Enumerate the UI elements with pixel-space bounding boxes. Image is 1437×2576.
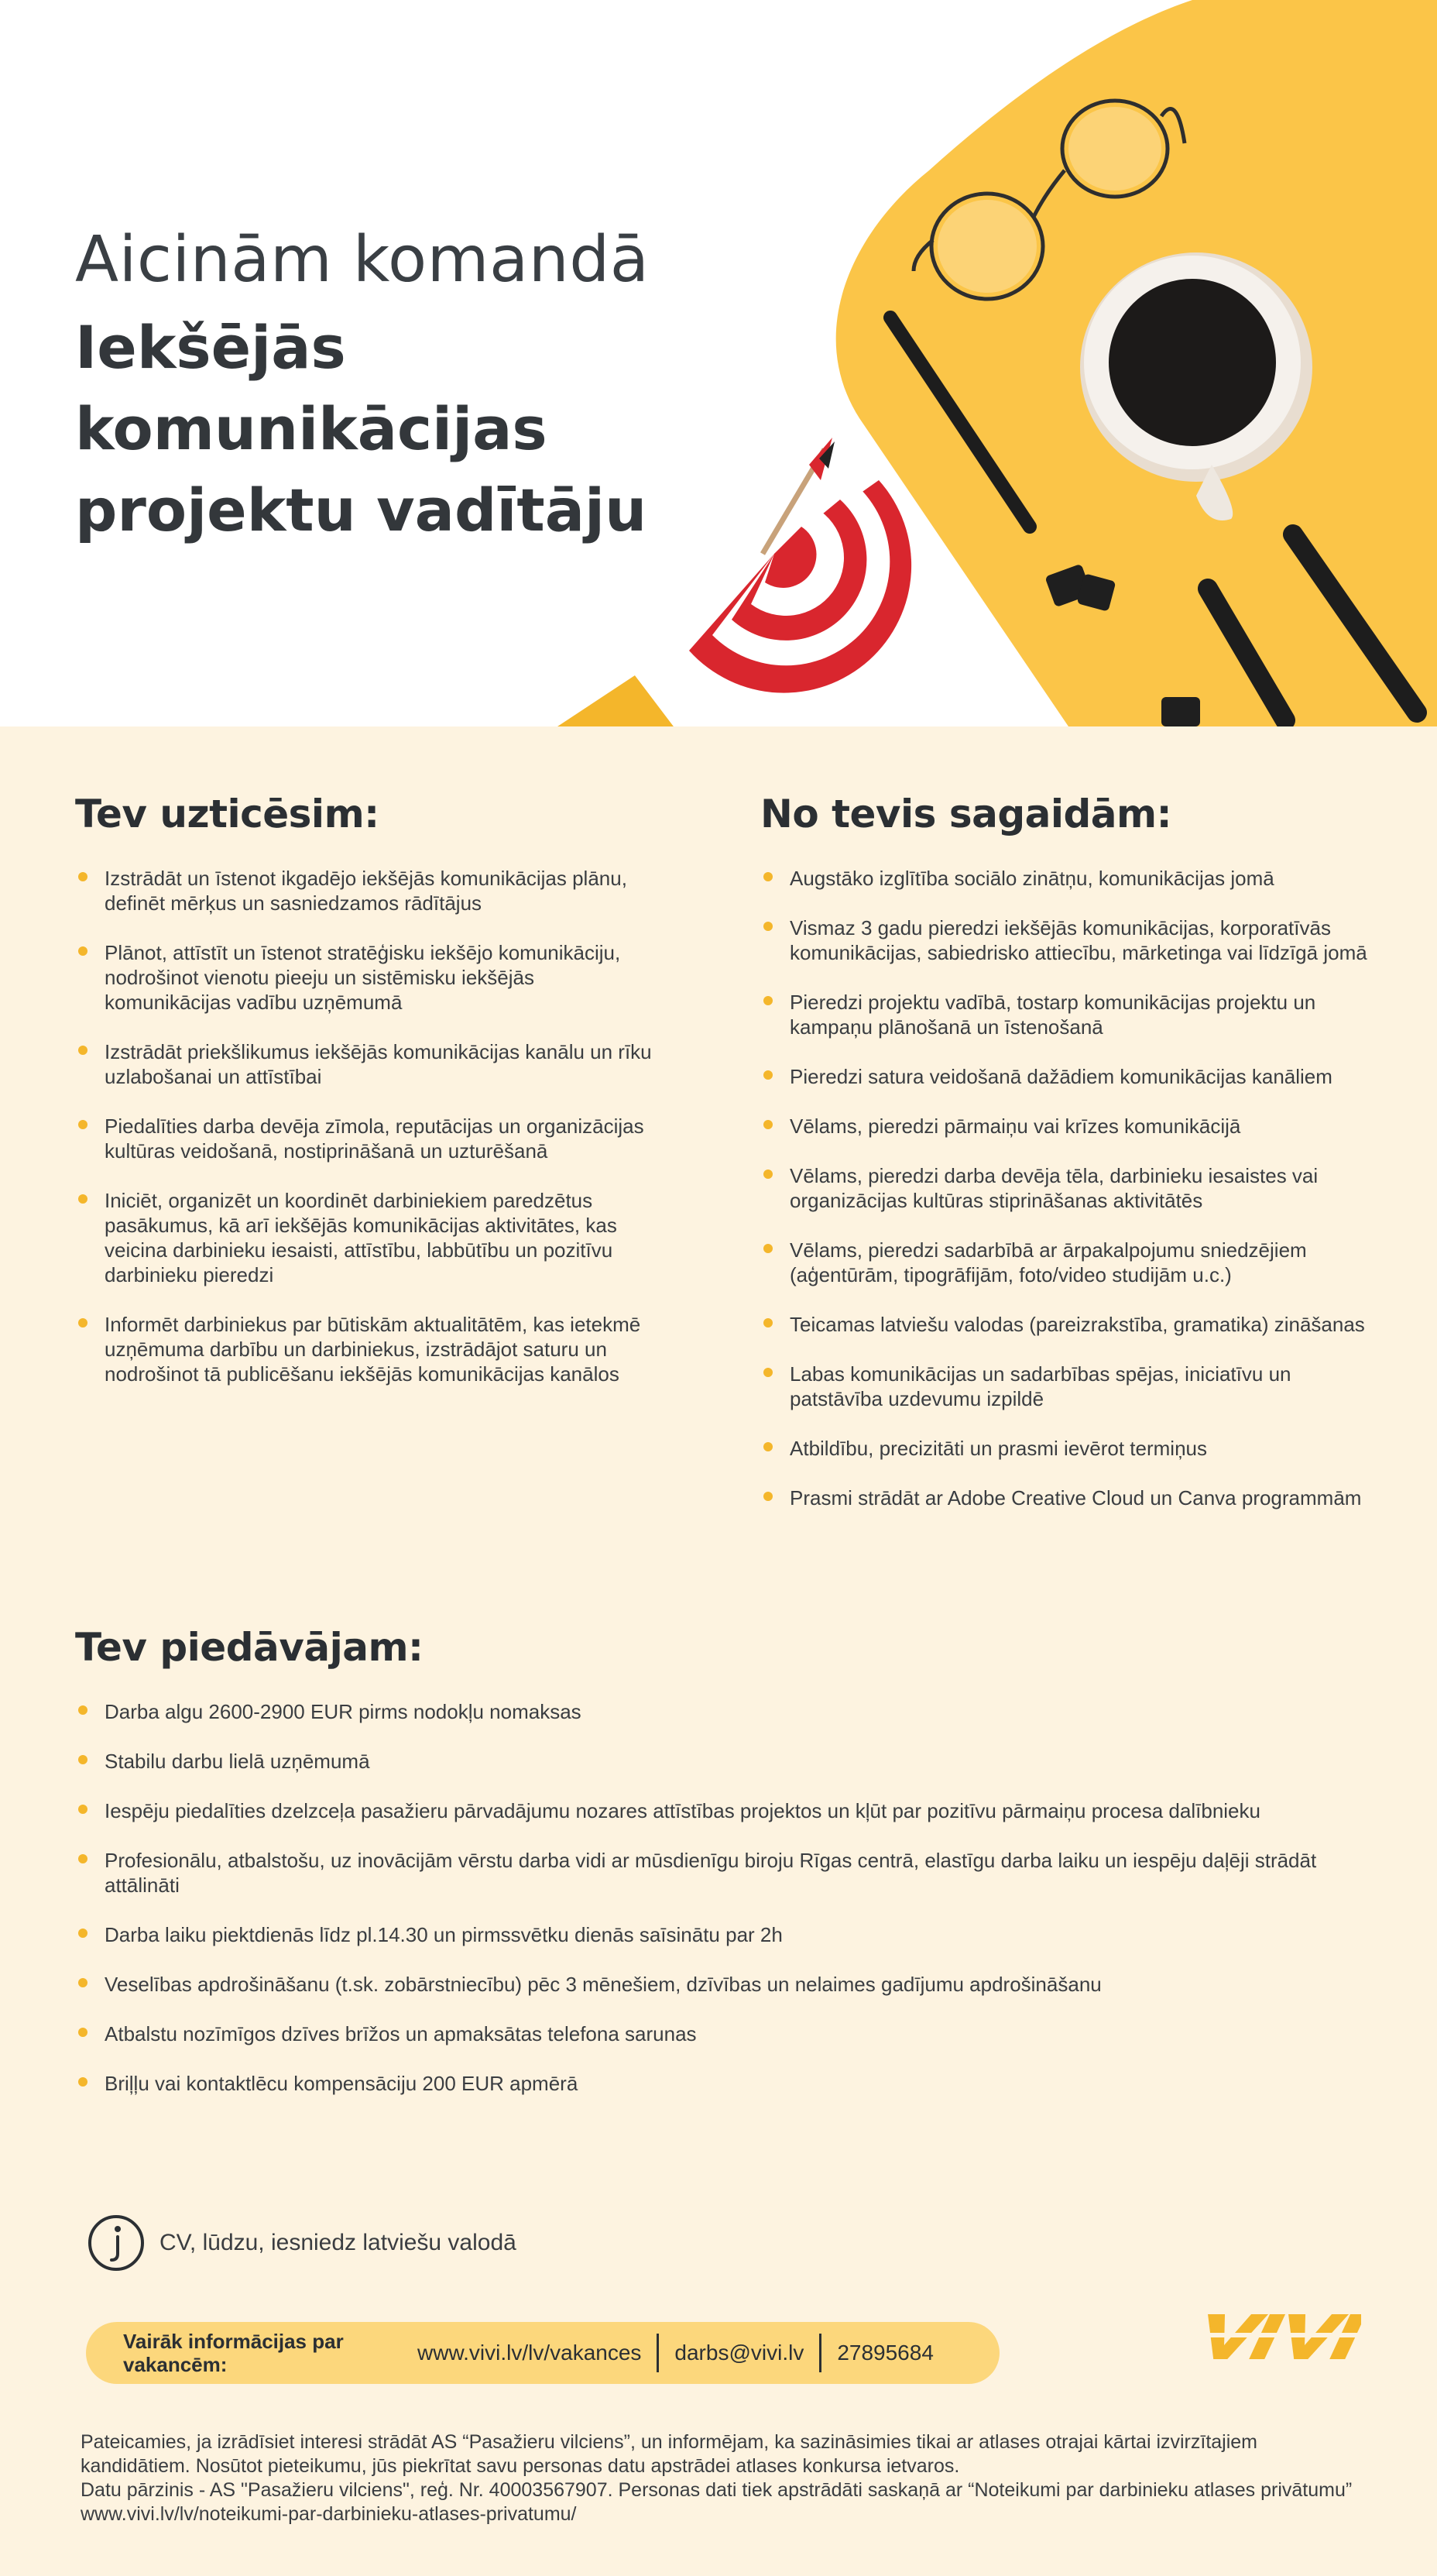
list-item: Veselības apdrošināšanu (t.sk. zobārstniecību) pēc 3 mēnešiem, dzīvības un nelaimes gadījumu apdrošināšanu: [75, 1972, 1391, 1997]
bullet-icon: [78, 1978, 87, 1987]
bullet-icon: [78, 872, 87, 881]
contact-info-bar: [86, 2322, 1000, 2384]
list-item: Atbalstu nozīmīgos dzīves brīžos un apmaksātas telefona sarunas: [75, 2021, 1391, 2046]
list-item: Augstāko izglītība sociālo zinātņu, komunikācijas jomā: [760, 866, 1372, 891]
list-item: Iniciēt, organizēt un koordinēt darbiniekiem paredzētus pasākumus, kā arī iekšējās komunikācijas aktivitātes, kas veicina darbinieku iesaisti, attīstību, labbūtību un pozitīvu darbinieku pieredzi: [75, 1188, 664, 1287]
responsibilities-section: [75, 792, 664, 1411]
bullet-icon: [78, 946, 87, 956]
responsibilities-list: [75, 866, 664, 1386]
list-item: Plānot, attīstīt un īstenot stratēģisku iekšējo komunikāciju, nodrošinot vienotu pieeju un sistēmisku iekšējās komunikācijas vadību uzņēmumā: [75, 940, 664, 1015]
bullet-icon: [78, 2077, 87, 2087]
bullet-icon: [78, 1854, 87, 1863]
list-item: Briļļu vai kontaktlēcu kompensāciju 200 EUR apmērā: [75, 2071, 1391, 2096]
vacancies-link[interactable]: www.vivi.lv/lv/vakances: [417, 2341, 642, 2365]
bullet-icon: [78, 1929, 87, 1938]
requirements-section: [760, 792, 1372, 1535]
bullet-icon: [78, 1046, 87, 1055]
bullet-icon: [763, 1368, 773, 1377]
list-item: Darba algu 2600-2900 EUR pirms nodokļu nomaksas: [75, 1699, 1391, 1724]
bullet-icon: [78, 1318, 87, 1327]
bullet-icon: [763, 1318, 773, 1327]
vivi-logo: [1186, 2310, 1361, 2364]
note-text: CV, lūdzu, iesniedz latviešu valodā: [159, 2230, 516, 2255]
job-title-line: projektu vadītāju: [75, 475, 647, 544]
bullet-icon: [78, 1755, 87, 1764]
benefits-list: [75, 1699, 1391, 2096]
list-item: Izstrādāt un īstenot ikgadējo iekšējās komunikācijas plānu, definēt mērķus un sasniedzamos rādītājus: [75, 866, 664, 915]
list-item: Vēlams, pieredzi pārmaiņu vai krīzes komunikācijā: [760, 1114, 1372, 1139]
bullet-icon: [763, 1170, 773, 1179]
bullet-icon: [78, 1805, 87, 1814]
bullet-icon: [78, 1194, 87, 1204]
list-item: Piedalīties darba devēja zīmola, reputācijas un organizācijas kultūras veidošanā, nostiprināšanā un uzturēšanā: [75, 1114, 664, 1163]
benefits-section: [75, 1625, 1391, 2121]
list-item: Labas komunikācijas un sadarbības spējas, iniciatīvu un patstāvība uzdevumu izpildē: [760, 1362, 1372, 1411]
list-item: Pieredzi satura veidošanā dažādiem komunikācijas kanāliem: [760, 1064, 1372, 1089]
list-item: Darba laiku piektdienās līdz pl.14.30 un pirmssvētku dienās saīsinātu par 2h: [75, 1922, 1391, 1947]
list-item: Atbildību, precizitāti un prasmi ievērot termiņus: [760, 1436, 1372, 1461]
job-title-line: komunikācijas: [75, 393, 547, 463]
list-item: Informēt darbiniekus par būtiskām aktualitātēm, kas ietekmē uzņēmuma darbību un darbiniekus, izstrādājot saturu un nodrošinot tā publicēšanu iekšējās komunikācijas kanālos: [75, 1312, 664, 1386]
bullet-icon: [78, 1705, 87, 1715]
contact-label: Vairāk informācijas par vakancēm:: [123, 2330, 344, 2376]
job-title: [75, 307, 772, 551]
list-item: Iespēju piedalīties dzelzceļa pasažieru pārvadājumu nozares attīstības projektos un kļūt par pozitīvu pārmaiņu procesa dalībnieku: [75, 1798, 1391, 1823]
list-item: Stabilu darbu lielā uzņēmumā: [75, 1749, 1391, 1774]
bullet-icon: [78, 1120, 87, 1129]
section-heading: No tevis sagaidām:: [760, 792, 1172, 836]
list-item: Prasmi strādāt ar Adobe Creative Cloud un Canva programmām: [760, 1485, 1372, 1510]
bullet-icon: [763, 1120, 773, 1129]
cv-language-note: [87, 2212, 516, 2274]
job-title-line: Iekšējās: [75, 312, 346, 382]
footer-paragraph: Datu pārzinis - AS "Pasažieru vilciens", reģ. Nr. 40003567907. Personas dati tiek apstrādāti saskaņā ar “Noteikumi par darbinieku atlases privātumu” www.vivi.lv/lv/noteikumi-par-darbinieku-atlases-privatumu/: [81, 2479, 1353, 2525]
list-item: Teicamas latviešu valodas (pareizrakstība, gramatika) zināšanas: [760, 1312, 1372, 1337]
hero-heading-block: [75, 221, 772, 551]
bullet-icon: [763, 872, 773, 881]
list-item: Vēlams, pieredzi sadarbībā ar ārpakalpojumu sniedzējiem (aģentūrām, tipogrāfijām, foto/video studijām u.c.): [760, 1238, 1372, 1287]
list-item: Profesionālu, atbalstošu, uz inovācijām vērstu darba vidi ar mūsdienīgu biroju Rīgas centrā, elastīgu darba laiku un iespēju daļēji strādāt attālināti: [75, 1848, 1391, 1898]
section-heading: Tev uzticēsim:: [75, 792, 379, 836]
bullet-icon: [763, 996, 773, 1005]
footer-paragraph: Pateicamies, ja izrādīsiet interesi strādāt AS “Pasažieru vilciens”, un informējam, ka sazināsimies tikai ar atlases otrajai kārtai izvirzītajiem kandidātiem. Nosūtot pieteikumu, jūs piekrītat savu personas datu apstrādei atlases konkursa ietvaros.: [81, 2431, 1258, 2477]
hero-intro: Aicinām komandā: [75, 223, 650, 297]
list-item: Izstrādāt priekšlikumus iekšējās komunikācijas kanālu un rīku uzlabošanai un attīstībai: [75, 1039, 664, 1089]
privacy-footer: [81, 2430, 1366, 2526]
bullet-icon: [763, 1244, 773, 1253]
info-icon: [87, 2214, 146, 2272]
phone-link[interactable]: 27895684: [837, 2341, 934, 2365]
email-link[interactable]: darbs@vivi.lv: [674, 2341, 804, 2365]
section-heading: Tev piedāvājam:: [75, 1625, 424, 1670]
list-item: Pieredzi projektu vadībā, tostarp komunikācijas projektu un kampaņu plānošanā un īstenošanā: [760, 990, 1372, 1039]
requirements-list: [760, 866, 1372, 1510]
bullet-icon: [763, 922, 773, 931]
bullet-icon: [763, 1070, 773, 1080]
bullet-icon: [763, 1442, 773, 1451]
hero-banner: [0, 0, 1437, 726]
list-item: Vismaz 3 gadu pieredzi iekšējās komunikācijas, korporatīvās komunikācijas, sabiedrisko attiecību, mārketinga vai līdzīgā jomā: [760, 915, 1372, 965]
bullet-icon: [763, 1492, 773, 1501]
bullet-icon: [78, 2028, 87, 2037]
list-item: Vēlams, pieredzi darba devēja tēla, darbinieku iesaistes vai organizācijas kultūras stiprināšanas aktivitātēs: [760, 1163, 1372, 1213]
